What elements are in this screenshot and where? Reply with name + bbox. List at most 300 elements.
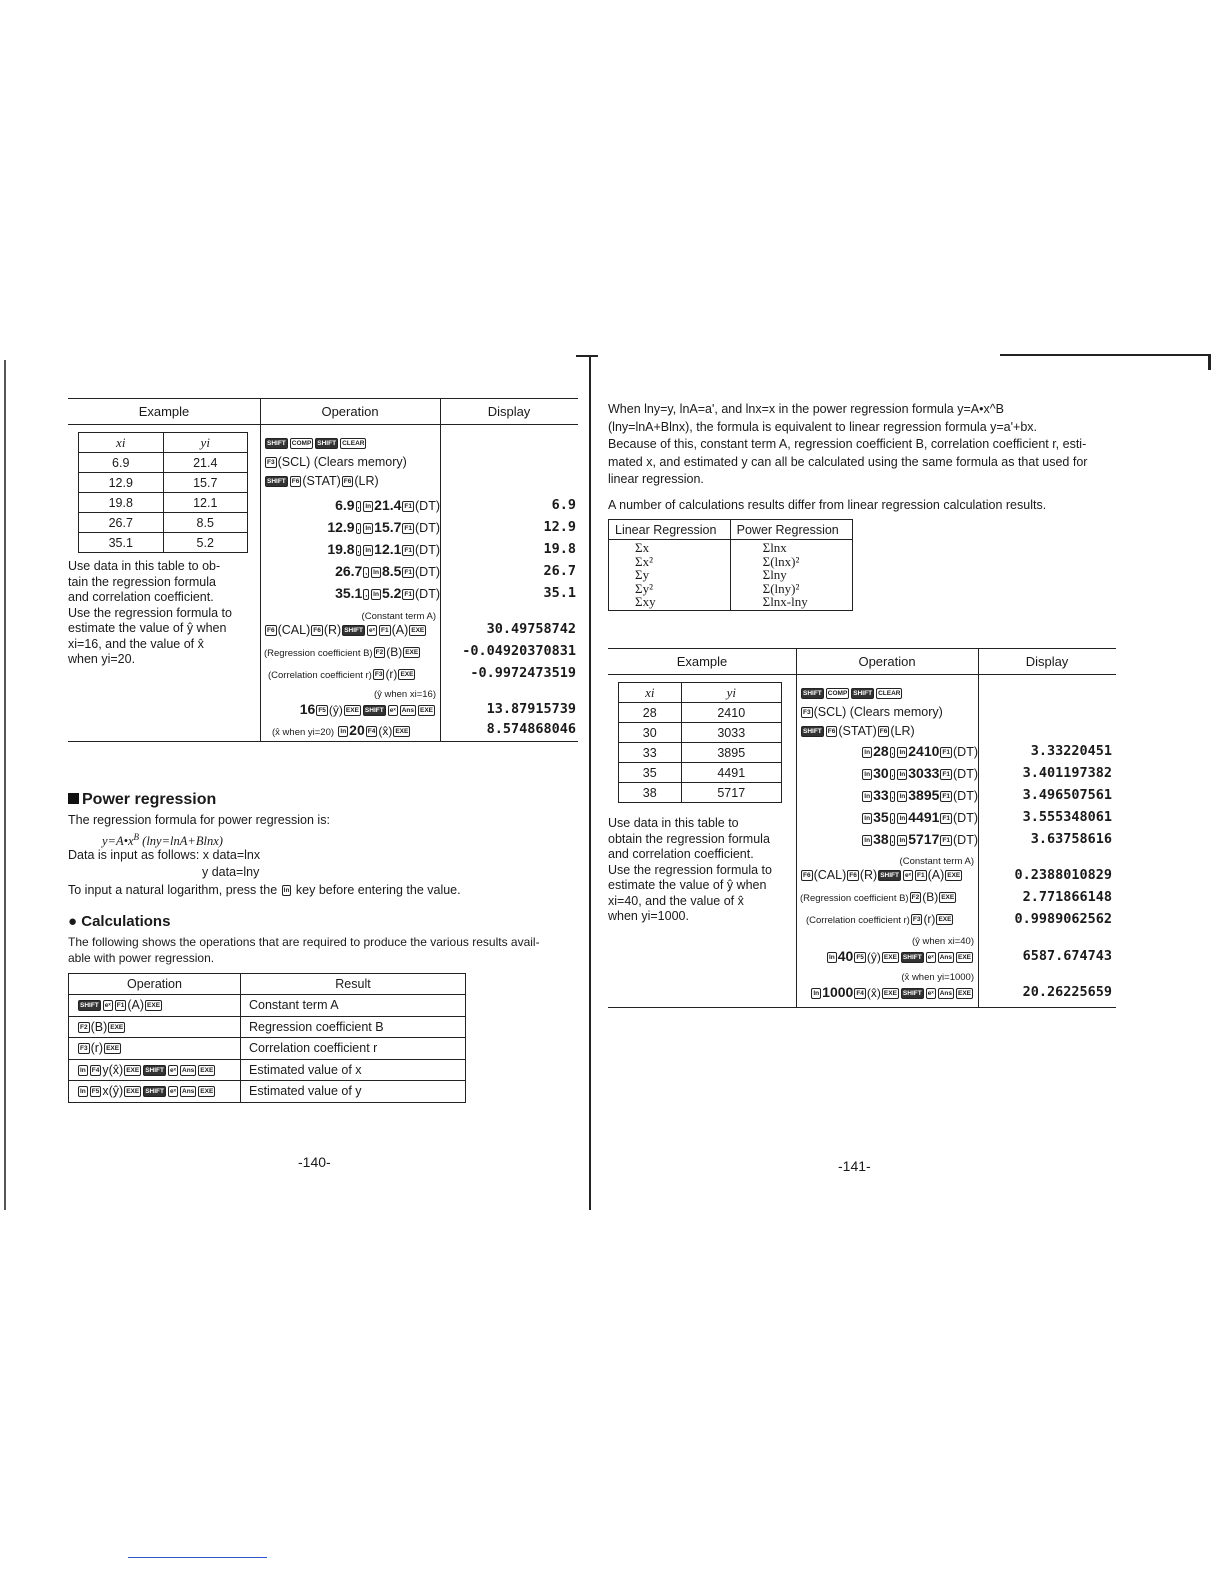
sum-item: Σ(lny)² — [762, 580, 800, 596]
table-row — [79, 453, 248, 473]
f6-key: F6 — [879, 728, 888, 736]
input-line-1: Data is input as follows: x data=lnx — [68, 848, 261, 862]
cell: 4491 — [681, 763, 781, 783]
display-value: 3.63758616 — [1030, 831, 1112, 847]
ans-key: Ans — [401, 706, 414, 714]
f1-key: F1 — [942, 792, 950, 800]
table-row — [69, 1038, 466, 1060]
ex-key: eˣ — [904, 872, 911, 880]
sum-item: Σ(lnx)² — [762, 553, 800, 569]
entry-op — [327, 541, 440, 557]
op-cell — [69, 1016, 241, 1038]
f6-key: F6 — [313, 627, 321, 635]
corr-text: (r) — [923, 912, 936, 926]
display-value: 8.574868046 — [486, 721, 576, 737]
entry-x: 33 — [873, 787, 889, 803]
cell: 8.5 — [163, 513, 248, 533]
op-scl — [800, 705, 943, 719]
f1-key: F1 — [116, 1002, 125, 1010]
op-text: y(x̂) — [102, 1062, 124, 1077]
display-value: 20.26225659 — [1022, 984, 1112, 1000]
entry-x: 35 — [873, 809, 889, 825]
a-text: (A) — [391, 623, 409, 637]
exe-key: EXE — [957, 989, 971, 997]
result-cell: Estimated value of x — [241, 1059, 466, 1081]
dt-text: (DT) — [953, 811, 978, 825]
intro-line: (lny=lnA+Blnx), the formula is equivalent to linear regression formula y=a'+bx. — [608, 419, 1037, 434]
exe-key: EXE — [126, 1066, 140, 1074]
display-value: 13.87915739 — [486, 701, 576, 717]
f6-key: F6 — [343, 478, 352, 486]
intro-line: Because of this, constant term A, regression coefficient B, correlation coefficient r, esti- — [608, 437, 1087, 451]
a-text: (A) — [927, 868, 945, 882]
ans-key: Ans — [182, 1088, 195, 1096]
exe-key: EXE — [947, 872, 961, 880]
shift-key: SHIFT — [317, 440, 337, 448]
display-value: -0.04920370831 — [462, 643, 576, 659]
display-value: 35.1 — [543, 585, 576, 601]
shift-key: SHIFT — [853, 690, 873, 698]
exe-key: EXE — [941, 894, 955, 902]
dt-text: (DT) — [415, 521, 440, 535]
example-table — [68, 398, 578, 742]
entry-op — [335, 497, 440, 513]
comma-key: , — [891, 814, 894, 822]
use-line: when yi=1000. — [608, 909, 689, 923]
table-row — [69, 1059, 466, 1081]
use-line: xi=40, and the value of x̂ — [608, 893, 744, 908]
use-line: tain the regression formula — [68, 574, 216, 589]
table-row — [619, 763, 782, 783]
use-line: Use data in this table to ob- — [68, 559, 221, 573]
bullet-icon: ● — [68, 913, 82, 930]
result-cell: Constant term A — [241, 995, 466, 1017]
use-text — [608, 816, 794, 925]
display-value: 30.49758742 — [486, 621, 576, 637]
op-stat — [800, 724, 915, 738]
lr-text: (LR) — [890, 724, 915, 738]
f3-key: F3 — [912, 916, 921, 924]
shift-key: SHIFT — [145, 1066, 164, 1074]
f6-key: F6 — [827, 728, 836, 736]
shift-key: SHIFT — [145, 1088, 164, 1096]
f1-key: F1 — [942, 748, 950, 756]
ln-key: ln — [340, 728, 347, 736]
esty-num: 40 — [837, 948, 854, 964]
display-value: -0.9972473519 — [470, 665, 576, 681]
ln-key: ln — [899, 770, 906, 778]
power-regression-heading — [68, 791, 216, 809]
entry-x: 26.7 — [335, 563, 363, 579]
shift-key: SHIFT — [364, 706, 384, 714]
col-result: Result — [241, 974, 466, 995]
sum-item: Σy² — [635, 580, 653, 596]
sum-item: Σx — [635, 540, 650, 555]
input-line-2: y data=lny — [202, 865, 260, 879]
col-operation: Operation — [69, 974, 241, 995]
f1-key: F1 — [916, 872, 925, 880]
intro-line: linear regression. — [608, 472, 704, 486]
display-value: 12.9 — [543, 519, 576, 535]
comma-key: , — [365, 568, 368, 576]
f1-key: F1 — [380, 627, 389, 635]
display-value: 6.9 — [551, 497, 576, 513]
col-y-header: yi — [681, 683, 781, 703]
exe-key: EXE — [110, 1023, 124, 1031]
comma-key: , — [891, 748, 894, 756]
calc-text-2: able with power regression. — [68, 951, 215, 965]
ln-key: ln — [80, 1066, 86, 1074]
exe-key: EXE — [883, 989, 897, 997]
cell: 3033 — [681, 723, 781, 743]
exe-key: EXE — [883, 953, 897, 961]
sum-item: Σlny — [762, 567, 787, 582]
corr-text: (r) — [385, 667, 398, 681]
f5-key: F5 — [856, 953, 864, 961]
ex-key: eˣ — [389, 706, 396, 714]
op-cell — [69, 995, 241, 1017]
col-y-header: yi — [163, 433, 248, 453]
header-example: Example — [608, 649, 796, 675]
esty-mid: (ŷ) — [328, 703, 343, 717]
use-line: when yi=20. — [68, 652, 136, 666]
exe-key: EXE — [345, 706, 359, 714]
intro-line: mated x, and estimated y can all be calculated using the same formula as that used for — [608, 454, 1088, 469]
linear-cell — [609, 540, 731, 611]
ln-key: ln — [365, 546, 372, 554]
entry-y: 3895 — [908, 787, 940, 803]
estx-num: 20 — [349, 722, 365, 738]
entry-x: 30 — [873, 765, 889, 781]
cell: 5717 — [681, 783, 781, 803]
entry-x: 19.8 — [327, 541, 355, 557]
use-line: obtain the regression formula — [608, 831, 770, 846]
f5-key: F5 — [318, 706, 326, 714]
dt-text: (DT) — [953, 767, 978, 781]
entry-y: 4491 — [908, 809, 940, 825]
f1-key: F1 — [942, 770, 950, 778]
op-cell — [69, 1059, 241, 1081]
header-operation: Operation — [260, 399, 440, 425]
divider — [440, 399, 441, 741]
entry-y: 21.4 — [374, 497, 402, 513]
result-cell: Estimated value of y — [241, 1081, 466, 1103]
shift-key: SHIFT — [880, 872, 899, 880]
entry-y: 2410 — [908, 743, 940, 759]
f1-key: F1 — [404, 590, 412, 598]
col-x-header: xi — [619, 683, 682, 703]
table-row — [79, 533, 248, 553]
entry-x: 12.9 — [327, 519, 355, 535]
display-value: 26.7 — [543, 563, 576, 579]
calc-text-1: The following shows the operations that are required to produce the various results avail- — [68, 935, 540, 949]
corr-label: (Correlation coefficient r) — [806, 915, 910, 926]
formula-paren: (lny=lnA+Blnx) — [139, 834, 223, 849]
shift-key: SHIFT — [344, 627, 363, 635]
estx-mid: (x̂) — [378, 724, 393, 738]
comp-key: COMP — [827, 690, 848, 698]
ex-key: eˣ — [104, 1002, 111, 1010]
use-line: and correlation coefficient. — [68, 590, 214, 604]
cell: 19.8 — [79, 493, 164, 513]
esty-mid: (ŷ) — [866, 950, 881, 964]
shift-key: SHIFT — [902, 989, 922, 997]
f6-key: F6 — [849, 872, 857, 880]
estx-op — [810, 984, 974, 1000]
header-display: Display — [440, 399, 578, 425]
f4-key: F4 — [856, 989, 864, 997]
op-clear — [800, 686, 903, 700]
col-power: Power Regression — [730, 520, 852, 540]
use-line: Use the regression formula to — [608, 862, 772, 877]
f1-key: F1 — [404, 546, 412, 554]
cell: 12.9 — [79, 473, 164, 493]
formula-main: y=A•x — [102, 834, 134, 849]
exe-key: EXE — [395, 728, 409, 736]
ex-key: eˣ — [927, 953, 934, 961]
const-op — [264, 623, 427, 637]
table-row — [69, 1016, 466, 1038]
cell: 12.1 — [163, 493, 248, 513]
r-text: (R) — [323, 623, 342, 637]
const-op — [800, 868, 963, 882]
dt-text: (DT) — [415, 565, 440, 579]
entry-op — [861, 743, 978, 759]
const-label: (Constant term A) — [899, 856, 974, 867]
f6-key: F6 — [291, 478, 300, 486]
scl-text: (SCL) (Clears memory) — [813, 705, 943, 719]
exe-key: EXE — [200, 1066, 214, 1074]
cell: 2410 — [681, 703, 781, 723]
ex-key: eˣ — [170, 1066, 176, 1074]
cell: 6.9 — [79, 453, 164, 473]
dt-text: (DT) — [953, 833, 978, 847]
f3-key: F3 — [374, 671, 383, 679]
formula-exp: B — [133, 832, 140, 842]
entry-y: 12.1 — [374, 541, 402, 557]
exe-key: EXE — [147, 1002, 161, 1010]
op-text: (r) — [90, 1041, 104, 1056]
lr-text: (LR) — [354, 474, 379, 488]
esty-op — [300, 701, 436, 717]
exe-key: EXE — [938, 916, 952, 924]
ln-key: ln — [899, 836, 906, 844]
shift-key: SHIFT — [267, 440, 286, 448]
entry-y: 5717 — [908, 831, 940, 847]
divider — [978, 649, 979, 1007]
sum-item: Σxy — [635, 594, 656, 609]
diff-text: A number of calculations results differ from linear regression calculation results. — [608, 498, 1047, 512]
use-line: and correlation coefficient. — [608, 847, 754, 861]
f2-key: F2 — [375, 649, 384, 657]
table-row — [79, 513, 248, 533]
ln-key: ln — [899, 814, 906, 822]
display-value: 6587.674743 — [1022, 948, 1112, 964]
use-text — [68, 559, 258, 668]
use-line: xi=16, and the value of x̂ — [68, 636, 204, 651]
esty-label: (ŷ when xi=40) — [911, 936, 974, 947]
dt-text: (DT) — [415, 587, 440, 601]
op-text: (B) — [90, 1019, 108, 1034]
page-141 — [600, 0, 1224, 1584]
comma-key: , — [357, 502, 360, 510]
entry-x: 6.9 — [335, 497, 355, 513]
ln-note-post: key before entering the value. — [295, 883, 461, 897]
f1-key: F1 — [404, 524, 412, 532]
estx-label: (x̂ when yi=1000) — [901, 972, 974, 983]
ln-key: ln — [864, 814, 871, 822]
op-cell — [69, 1038, 241, 1060]
display-value: 3.555348061 — [1022, 809, 1112, 825]
sum-item: Σlnx — [762, 540, 787, 555]
table-row — [619, 783, 782, 803]
f3-key: F3 — [80, 1045, 88, 1053]
stat-text: (STAT) — [838, 724, 877, 738]
page-number: -141- — [838, 1158, 871, 1174]
const-label: (Constant term A) — [361, 611, 436, 622]
cell: 5.2 — [163, 533, 248, 553]
exe-key: EXE — [126, 1088, 140, 1096]
comp-key: COMP — [291, 440, 312, 448]
ex-key: eˣ — [368, 627, 375, 635]
cell: 35.1 — [79, 533, 164, 553]
regb-text: (B) — [922, 890, 939, 904]
op-stat — [264, 474, 379, 488]
ln-note — [68, 882, 461, 898]
col-linear: Linear Regression — [609, 520, 731, 540]
ex-key: eˣ — [170, 1088, 176, 1096]
f1-key: F1 — [942, 814, 950, 822]
display-value: 19.8 — [543, 541, 576, 557]
heading-text: Power regression — [82, 791, 217, 808]
f1-key: F1 — [404, 502, 412, 510]
sum-item: Σx² — [635, 553, 653, 569]
ln-key: ln — [373, 590, 379, 598]
compare-table — [608, 519, 853, 611]
entry-x: 38 — [873, 831, 889, 847]
entry-y: 15.7 — [374, 519, 402, 535]
ln-key: ln — [283, 887, 290, 895]
cell: 33 — [619, 743, 682, 763]
ex-key: eˣ — [927, 989, 934, 997]
table-row — [79, 473, 248, 493]
shift-key: SHIFT — [267, 478, 286, 486]
entry-x: 35.1 — [335, 585, 363, 601]
sum-item: Σy — [635, 567, 650, 582]
f1-key: F1 — [404, 568, 412, 576]
table-row — [619, 743, 782, 763]
comma-key: , — [365, 590, 368, 598]
result-cell: Correlation coefficient r — [241, 1038, 466, 1060]
shift-key: SHIFT — [80, 1002, 99, 1010]
f3-key: F3 — [267, 459, 275, 467]
corr-op — [268, 667, 416, 681]
comma-key: , — [891, 836, 894, 844]
f2-key: F2 — [911, 894, 920, 902]
entry-y: 8.5 — [381, 563, 402, 579]
f6-key: F6 — [267, 627, 275, 635]
power-intro: The regression formula for power regression is: — [68, 813, 330, 827]
regb-label: (Regression coefficient B) — [264, 648, 373, 659]
stat-text: (STAT) — [302, 474, 341, 488]
use-line: Use the regression formula to — [68, 605, 232, 620]
intro-text — [608, 401, 1116, 489]
clear-key: CLEAR — [878, 690, 901, 698]
op-cell — [69, 1081, 241, 1103]
use-line: estimate the value of ŷ when — [608, 878, 767, 892]
ans-key: Ans — [182, 1066, 195, 1074]
cell: 15.7 — [163, 473, 248, 493]
results-table — [68, 973, 466, 1103]
divider — [796, 649, 797, 1007]
scl-text: (SCL) (Clears memory) — [277, 455, 407, 469]
ln-key: ln — [864, 792, 871, 800]
cell: 35 — [619, 763, 682, 783]
ln-note-pre: To input a natural logarithm, press the — [68, 883, 278, 897]
display-value: 3.401197382 — [1022, 765, 1112, 781]
ln-key: ln — [864, 836, 871, 844]
estx-op — [272, 722, 411, 738]
ln-key: ln — [365, 502, 372, 510]
col-x-header: xi — [79, 433, 164, 453]
data-table — [618, 682, 782, 803]
entry-x: 28 — [873, 743, 889, 759]
f1-key: F1 — [942, 836, 950, 844]
op-clear — [264, 436, 367, 450]
f4-key: F4 — [367, 728, 376, 736]
display-value: 2.771866148 — [1022, 889, 1112, 905]
table-row — [79, 493, 248, 513]
r-text: (R) — [859, 868, 878, 882]
ln-key: ln — [864, 770, 871, 778]
entry-y: 3033 — [908, 765, 940, 781]
shift-key: SHIFT — [902, 953, 922, 961]
comma-key: , — [891, 770, 894, 778]
ln-key: ln — [899, 792, 906, 800]
ln-key: ln — [373, 568, 379, 576]
sum-item: Σlnx-lny — [762, 594, 808, 609]
ln-key: ln — [899, 748, 906, 756]
cell: 28 — [619, 703, 682, 723]
regb-text: (B) — [386, 645, 403, 659]
display-value: 3.33220451 — [1030, 743, 1112, 759]
entry-op — [861, 765, 978, 781]
cell: 30 — [619, 723, 682, 743]
exe-key: EXE — [405, 649, 419, 657]
ans-key: Ans — [939, 953, 952, 961]
op-text: (A) — [127, 998, 145, 1013]
estx-num: 1000 — [822, 984, 854, 1000]
divider — [260, 399, 261, 741]
data-table — [78, 432, 248, 553]
power-cell — [730, 540, 852, 611]
ln-key: ln — [864, 748, 871, 756]
header-example: Example — [68, 399, 260, 425]
cell: 21.4 — [163, 453, 248, 473]
corr-op — [806, 912, 954, 926]
esty-label: (ŷ when xi=16) — [373, 689, 436, 700]
exe-key: EXE — [200, 1088, 214, 1096]
ln-key: ln — [365, 524, 372, 532]
shift-key: SHIFT — [803, 690, 822, 698]
regb-label: (Regression coefficient B) — [800, 893, 909, 904]
comma-key: , — [357, 546, 360, 554]
dt-text: (DT) — [415, 543, 440, 557]
square-bullet-icon — [68, 793, 79, 804]
page-140 — [0, 0, 600, 1584]
dt-text: (DT) — [415, 499, 440, 513]
calculations-heading — [68, 913, 170, 930]
